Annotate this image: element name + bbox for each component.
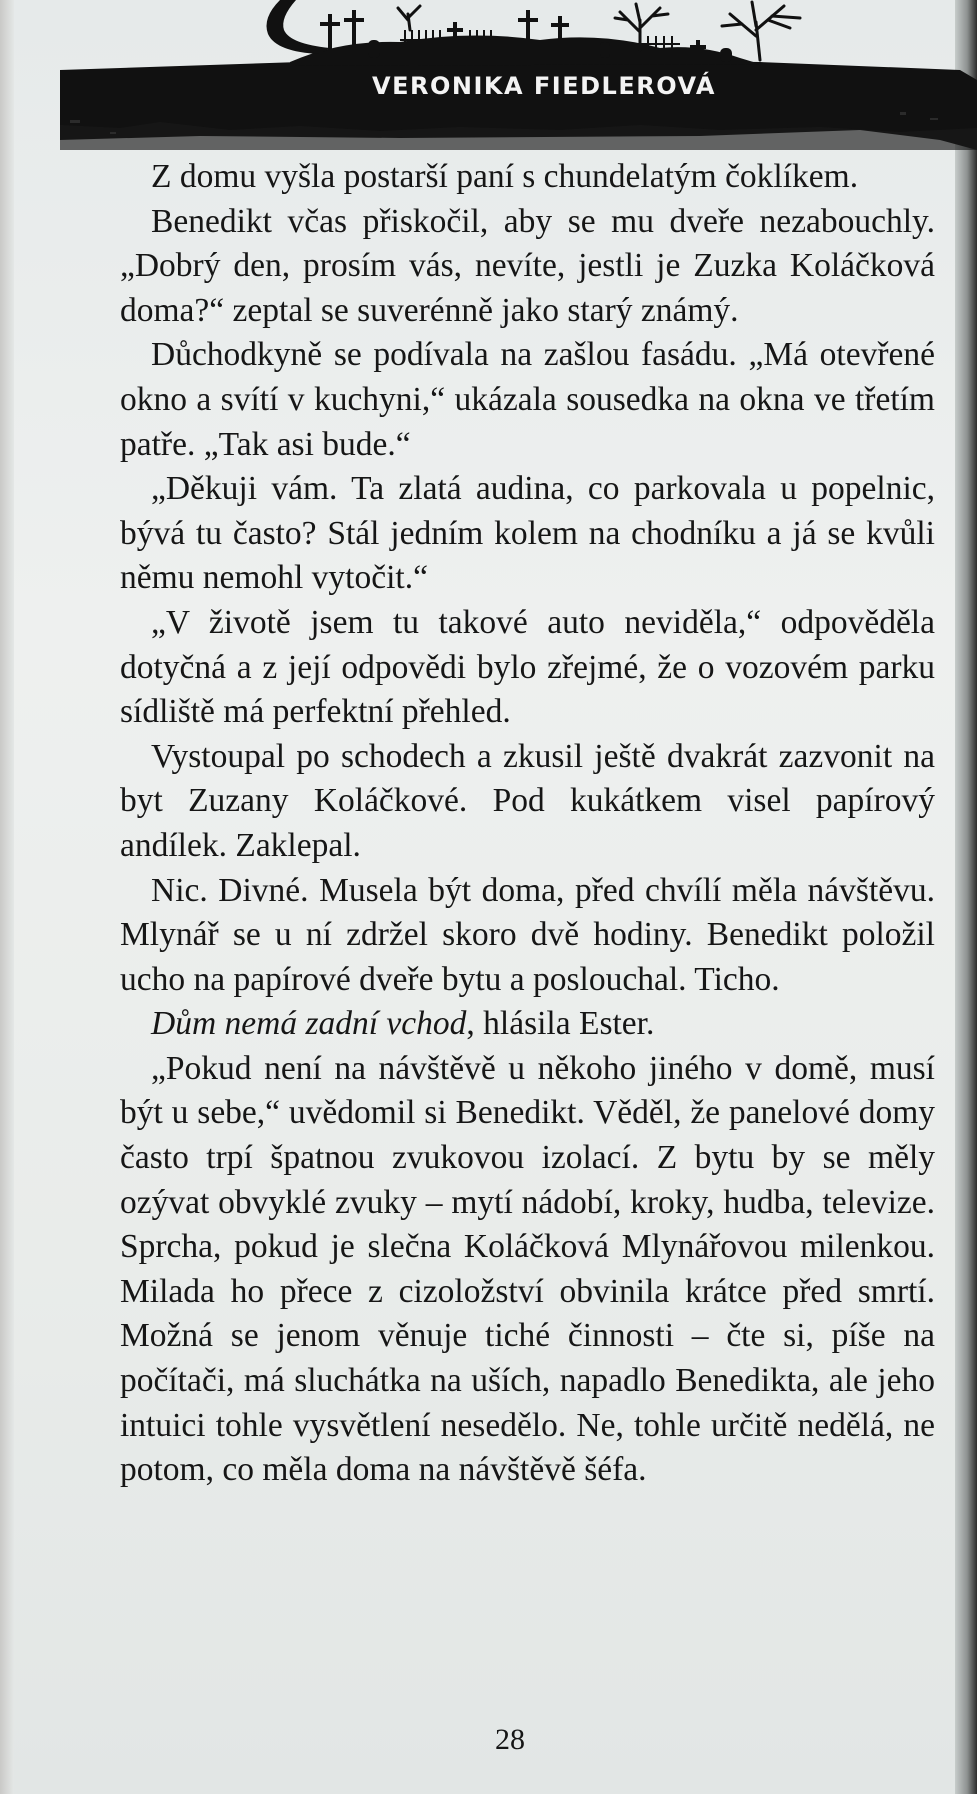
paragraph: Vystoupal po schodech a zkusil ještě dvakrát zazvonit na byt Zuzany Koláčkové. Pod kukátkem visel papírový andílek. Zaklepal. bbox=[120, 737, 935, 864]
page-body-text bbox=[120, 155, 935, 1493]
paragraph: „Pokud není na návštěvě u někoho jiného v domě, musí být u sebe,“ uvědomil si Benedikt. Věděl, že panelové domy často trpí špatnou zvukovou izolací. Z bytu by se měly ozývat obvyklé zvuky – mytí nádobí, kroky, hudba, televize. Sprcha, pokud je slečna Koláčková Mlynářovou milenkou. Milada ho přece z cizoložství obvinila krátce před smrtí. Možná se jenom věnuje tiché činnosti – čte si, píše na počítači, má sluchátka na uších, napadlo Benedikta, ale jeho intuici tohle vysvětlení nesedělo. Ne, tohle určitě nedělá, ne potom, co měla doma na návštěvě šéfa. bbox=[120, 1049, 935, 1489]
header-banner bbox=[0, 0, 977, 150]
paragraph-italic-thought bbox=[120, 1002, 935, 1047]
italic-thought: Dům nemá zadní vchod bbox=[151, 1005, 467, 1043]
page-left-edge bbox=[0, 0, 14, 1794]
paragraph-rest: , hlásila Ester. bbox=[466, 1005, 655, 1043]
paragraph: Benedikt včas přiskočil, aby se mu dveře nezabouchly. „Dobrý den, prosím vás, nevíte, jestli je Zuzka Koláčková doma?“ zeptal se suverénně jako starý známý. bbox=[120, 202, 935, 329]
page-right-edge bbox=[955, 0, 977, 1794]
paragraph: Z domu vyšla postarší paní s chundelatým čoklíkem. bbox=[151, 158, 859, 195]
paragraph: Důchodkyně se podívala na zašlou fasádu. „Má otevřené okno a svítí v kuchyni,“ ukázala sousedka na okna ve třetím patře. „Tak asi bude.“ bbox=[120, 336, 935, 463]
paragraph: „V životě jsem tu takové auto neviděla,“ odpověděla dotyčná a z její odpovědi bylo zřejmé, že o vozovém parku sídliště má perfektní přehled. bbox=[120, 603, 935, 731]
paragraph: Nic. Divné. Musela být doma, před chvílí měla návštěvu. Mlynář se u ní zdržel skoro dvě hodiny. Benedikt položil ucho na papírové dveře bytu a poslouchal. Ticho. bbox=[120, 871, 935, 998]
paragraph: „Děkuji vám. Ta zlatá audina, co parkovala u popelnic, bývá tu často? Stál jedním kolem na chodníku a já se kvůli němu nemohl vytočit.“ bbox=[120, 470, 935, 597]
running-header-author: VERONIKA FIEDLEROVÁ bbox=[372, 72, 716, 100]
page-number: 28 bbox=[495, 1723, 525, 1756]
